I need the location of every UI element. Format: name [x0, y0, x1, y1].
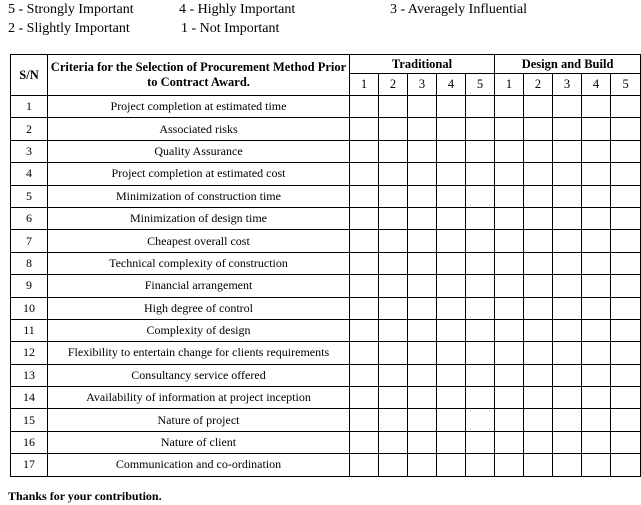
rating-cell-traditional-3[interactable]	[408, 96, 437, 118]
rating-cell-design-build-4[interactable]	[582, 230, 611, 252]
rating-cell-design-build-5[interactable]	[611, 319, 641, 341]
rating-cell-design-build-3[interactable]	[553, 342, 582, 364]
rating-table	[10, 54, 641, 477]
rating-cell-traditional-5[interactable]	[466, 342, 495, 364]
rating-cell-design-build-1[interactable]	[495, 297, 524, 319]
group-traditional-header: Traditional	[350, 55, 495, 74]
rating-cell-design-build-1[interactable]	[495, 96, 524, 118]
rating-cell-design-build-4[interactable]	[582, 96, 611, 118]
legend-item-3: 3 - Averagely Influential	[390, 2, 527, 17]
rating-cell-design-build-1[interactable]	[495, 230, 524, 252]
rating-cell-traditional-4[interactable]	[437, 387, 466, 409]
rating-cell-design-build-1[interactable]	[495, 252, 524, 274]
row-sn: 6	[11, 207, 48, 229]
row-criterion: Project completion at estimated time	[48, 96, 350, 118]
row-criterion: Minimization of design time	[48, 207, 350, 229]
row-criterion: Minimization of construction time	[48, 185, 350, 207]
row-criterion: Nature of project	[48, 409, 350, 431]
rating-cell-traditional-1[interactable]	[350, 252, 379, 274]
rating-cell-traditional-1[interactable]	[350, 431, 379, 453]
rating-cell-traditional-4[interactable]	[437, 96, 466, 118]
table-row	[11, 297, 641, 319]
rating-cell-design-build-3[interactable]	[553, 454, 582, 476]
rating-cell-traditional-4[interactable]	[437, 118, 466, 140]
rating-cell-design-build-1[interactable]	[495, 163, 524, 185]
rating-cell-traditional-1[interactable]	[350, 140, 379, 162]
rating-cell-traditional-1[interactable]	[350, 454, 379, 476]
rating-cell-traditional-5[interactable]	[466, 319, 495, 341]
rating-cell-traditional-3[interactable]	[408, 163, 437, 185]
rating-cell-design-build-3[interactable]	[553, 319, 582, 341]
rating-cell-traditional-1[interactable]	[350, 364, 379, 386]
table-header-row	[11, 55, 641, 74]
rating-cell-design-build-1[interactable]	[495, 364, 524, 386]
rating-cell-traditional-1[interactable]	[350, 409, 379, 431]
rating-cell-traditional-2[interactable]	[379, 454, 408, 476]
rating-cell-design-build-1[interactable]	[495, 431, 524, 453]
rating-cell-design-build-3[interactable]	[553, 118, 582, 140]
rating-cell-design-build-2[interactable]	[524, 319, 553, 341]
rating-cell-design-build-3[interactable]	[553, 364, 582, 386]
rating-cell-design-build-2[interactable]	[524, 297, 553, 319]
rating-cell-design-build-5[interactable]	[611, 297, 641, 319]
row-criterion: Flexibility to entertain change for clients requirements	[48, 342, 350, 364]
rating-cell-traditional-2[interactable]	[379, 163, 408, 185]
row-sn: 12	[11, 342, 48, 364]
rating-cell-design-build-2[interactable]	[524, 118, 553, 140]
rating-cell-design-build-5[interactable]	[611, 140, 641, 162]
rating-cell-traditional-4[interactable]	[437, 140, 466, 162]
rating-cell-design-build-5[interactable]	[611, 207, 641, 229]
row-sn: 2	[11, 118, 48, 140]
rating-cell-traditional-4[interactable]	[437, 207, 466, 229]
rating-cell-traditional-3[interactable]	[408, 140, 437, 162]
rating-cell-traditional-5[interactable]	[466, 118, 495, 140]
rating-cell-design-build-4[interactable]	[582, 275, 611, 297]
rating-cell-traditional-4[interactable]	[437, 185, 466, 207]
rating-cell-traditional-5[interactable]	[466, 207, 495, 229]
legend-item-1: 1 - Not Important	[181, 21, 280, 36]
rating-cell-traditional-2[interactable]	[379, 252, 408, 274]
table-row	[11, 185, 641, 207]
table-row	[11, 342, 641, 364]
rating-cell-traditional-2[interactable]	[379, 140, 408, 162]
rating-cell-traditional-1[interactable]	[350, 342, 379, 364]
rating-cell-traditional-5[interactable]	[466, 431, 495, 453]
rating-cell-design-build-2[interactable]	[524, 96, 553, 118]
rating-cell-design-build-5[interactable]	[611, 185, 641, 207]
rating-cell-traditional-5[interactable]	[466, 185, 495, 207]
row-criterion: Associated risks	[48, 118, 350, 140]
rating-cell-design-build-2[interactable]	[524, 431, 553, 453]
rating-cell-traditional-3[interactable]	[408, 409, 437, 431]
scale-header-traditional-2: 2	[379, 74, 408, 96]
rating-cell-traditional-5[interactable]	[466, 454, 495, 476]
legend-item-5: 5 - Strongly Important	[8, 2, 134, 17]
row-criterion: Nature of client	[48, 431, 350, 453]
row-criterion: Project completion at estimated cost	[48, 163, 350, 185]
table-row	[11, 364, 641, 386]
table-row	[11, 252, 641, 274]
rating-cell-design-build-5[interactable]	[611, 96, 641, 118]
table-row	[11, 163, 641, 185]
rating-cell-design-build-4[interactable]	[582, 207, 611, 229]
table-body	[11, 96, 641, 477]
rating-cell-traditional-1[interactable]	[350, 387, 379, 409]
rating-cell-traditional-1[interactable]	[350, 163, 379, 185]
rating-cell-traditional-1[interactable]	[350, 319, 379, 341]
rating-cell-traditional-5[interactable]	[466, 163, 495, 185]
scale-header-design-build-1: 1	[495, 74, 524, 96]
rating-cell-traditional-5[interactable]	[466, 387, 495, 409]
rating-cell-design-build-1[interactable]	[495, 185, 524, 207]
rating-cell-design-build-5[interactable]	[611, 409, 641, 431]
rating-cell-traditional-2[interactable]	[379, 297, 408, 319]
rating-cell-design-build-5[interactable]	[611, 252, 641, 274]
rating-cell-traditional-1[interactable]	[350, 207, 379, 229]
scale-header-design-build-2: 2	[524, 74, 553, 96]
rating-cell-design-build-1[interactable]	[495, 454, 524, 476]
rating-cell-traditional-2[interactable]	[379, 118, 408, 140]
rating-cell-traditional-5[interactable]	[466, 140, 495, 162]
row-criterion: Financial arrangement	[48, 275, 350, 297]
rating-cell-traditional-3[interactable]	[408, 252, 437, 274]
table-row	[11, 140, 641, 162]
scale-header-traditional-3: 3	[408, 74, 437, 96]
table-row	[11, 319, 641, 341]
rating-cell-design-build-4[interactable]	[582, 387, 611, 409]
scale-header-traditional-5: 5	[466, 74, 495, 96]
rating-cell-design-build-4[interactable]	[582, 185, 611, 207]
rating-cell-design-build-4[interactable]	[582, 163, 611, 185]
scale-header-design-build-4: 4	[582, 74, 611, 96]
rating-cell-design-build-5[interactable]	[611, 118, 641, 140]
rating-cell-design-build-5[interactable]	[611, 387, 641, 409]
rating-cell-traditional-3[interactable]	[408, 431, 437, 453]
rating-cell-design-build-2[interactable]	[524, 252, 553, 274]
rating-cell-design-build-1[interactable]	[495, 409, 524, 431]
rating-cell-traditional-4[interactable]	[437, 252, 466, 274]
scale-header-traditional-1: 1	[350, 74, 379, 96]
row-criterion: Communication and co-ordination	[48, 454, 350, 476]
row-sn: 13	[11, 364, 48, 386]
row-criterion: Cheapest overall cost	[48, 230, 350, 252]
rating-cell-design-build-1[interactable]	[495, 319, 524, 341]
rating-cell-design-build-3[interactable]	[553, 163, 582, 185]
rating-cell-traditional-3[interactable]	[408, 454, 437, 476]
row-sn: 16	[11, 431, 48, 453]
rating-cell-traditional-2[interactable]	[379, 387, 408, 409]
rating-cell-design-build-4[interactable]	[582, 118, 611, 140]
row-sn: 9	[11, 275, 48, 297]
rating-cell-design-build-3[interactable]	[553, 252, 582, 274]
rating-cell-traditional-1[interactable]	[350, 185, 379, 207]
rating-cell-design-build-3[interactable]	[553, 431, 582, 453]
table-row	[11, 387, 641, 409]
rating-cell-design-build-3[interactable]	[553, 96, 582, 118]
rating-cell-traditional-2[interactable]	[379, 431, 408, 453]
row-sn: 10	[11, 297, 48, 319]
row-sn: 4	[11, 163, 48, 185]
rating-legend	[8, 2, 628, 38]
rating-cell-traditional-2[interactable]	[379, 409, 408, 431]
rating-cell-design-build-5[interactable]	[611, 431, 641, 453]
rating-cell-design-build-2[interactable]	[524, 364, 553, 386]
rating-cell-design-build-1[interactable]	[495, 207, 524, 229]
rating-cell-traditional-4[interactable]	[437, 319, 466, 341]
rating-cell-design-build-3[interactable]	[553, 297, 582, 319]
row-sn: 5	[11, 185, 48, 207]
rating-cell-traditional-4[interactable]	[437, 275, 466, 297]
table-row	[11, 118, 641, 140]
rating-cell-design-build-5[interactable]	[611, 275, 641, 297]
rating-cell-traditional-3[interactable]	[408, 230, 437, 252]
row-criterion: Quality Assurance	[48, 140, 350, 162]
table-row	[11, 275, 641, 297]
rating-cell-traditional-2[interactable]	[379, 319, 408, 341]
rating-cell-design-build-4[interactable]	[582, 319, 611, 341]
rating-cell-design-build-5[interactable]	[611, 163, 641, 185]
rating-cell-design-build-3[interactable]	[553, 275, 582, 297]
rating-cell-design-build-2[interactable]	[524, 185, 553, 207]
rating-cell-traditional-4[interactable]	[437, 409, 466, 431]
rating-cell-design-build-2[interactable]	[524, 275, 553, 297]
rating-cell-traditional-4[interactable]	[437, 364, 466, 386]
rating-cell-design-build-1[interactable]	[495, 140, 524, 162]
rating-cell-design-build-2[interactable]	[524, 140, 553, 162]
rating-cell-traditional-2[interactable]	[379, 275, 408, 297]
rating-cell-traditional-4[interactable]	[437, 163, 466, 185]
rating-cell-design-build-2[interactable]	[524, 163, 553, 185]
scale-header-traditional-4: 4	[437, 74, 466, 96]
rating-cell-design-build-4[interactable]	[582, 342, 611, 364]
row-criterion: Complexity of design	[48, 319, 350, 341]
rating-cell-design-build-1[interactable]	[495, 387, 524, 409]
rating-cell-traditional-5[interactable]	[466, 230, 495, 252]
rating-cell-design-build-4[interactable]	[582, 140, 611, 162]
rating-cell-traditional-2[interactable]	[379, 185, 408, 207]
rating-cell-traditional-3[interactable]	[408, 118, 437, 140]
rating-cell-traditional-5[interactable]	[466, 409, 495, 431]
rating-cell-traditional-1[interactable]	[350, 275, 379, 297]
thanks-note: Thanks for your contribution.	[8, 489, 162, 503]
rating-cell-design-build-3[interactable]	[553, 387, 582, 409]
rating-cell-traditional-1[interactable]	[350, 118, 379, 140]
rating-cell-traditional-3[interactable]	[408, 364, 437, 386]
row-sn: 3	[11, 140, 48, 162]
rating-cell-traditional-3[interactable]	[408, 207, 437, 229]
rating-cell-traditional-3[interactable]	[408, 275, 437, 297]
rating-cell-design-build-5[interactable]	[611, 364, 641, 386]
rating-cell-traditional-4[interactable]	[437, 230, 466, 252]
rating-cell-design-build-5[interactable]	[611, 342, 641, 364]
rating-cell-design-build-2[interactable]	[524, 387, 553, 409]
rating-cell-design-build-3[interactable]	[553, 207, 582, 229]
rating-cell-traditional-2[interactable]	[379, 342, 408, 364]
rating-cell-design-build-4[interactable]	[582, 364, 611, 386]
table-row	[11, 409, 641, 431]
row-sn: 17	[11, 454, 48, 476]
rating-cell-traditional-4[interactable]	[437, 297, 466, 319]
rating-cell-design-build-4[interactable]	[582, 297, 611, 319]
table-row	[11, 431, 641, 453]
group-design-build-header: Design and Build	[495, 55, 641, 74]
rating-cell-design-build-4[interactable]	[582, 431, 611, 453]
row-criterion: Availability of information at project inception	[48, 387, 350, 409]
rating-cell-design-build-3[interactable]	[553, 140, 582, 162]
rating-cell-design-build-2[interactable]	[524, 454, 553, 476]
rating-cell-traditional-1[interactable]	[350, 297, 379, 319]
row-sn: 1	[11, 96, 48, 118]
rating-cell-design-build-2[interactable]	[524, 342, 553, 364]
rating-cell-design-build-5[interactable]	[611, 230, 641, 252]
rating-cell-traditional-2[interactable]	[379, 207, 408, 229]
legend-item-4: 4 - Highly Important	[179, 2, 296, 17]
table-row	[11, 96, 641, 118]
rating-cell-traditional-5[interactable]	[466, 275, 495, 297]
rating-cell-design-build-1[interactable]	[495, 118, 524, 140]
rating-cell-design-build-3[interactable]	[553, 230, 582, 252]
row-sn: 14	[11, 387, 48, 409]
row-sn: 8	[11, 252, 48, 274]
rating-cell-traditional-3[interactable]	[408, 342, 437, 364]
scale-header-design-build-3: 3	[553, 74, 582, 96]
rating-cell-design-build-1[interactable]	[495, 275, 524, 297]
rating-cell-traditional-2[interactable]	[379, 230, 408, 252]
criteria-header: Criteria for the Selection of Procurement Method Prior to Contract Award.	[48, 55, 350, 96]
row-criterion: Consultancy service offered	[48, 364, 350, 386]
rating-cell-design-build-2[interactable]	[524, 230, 553, 252]
table-row	[11, 207, 641, 229]
rating-cell-traditional-4[interactable]	[437, 454, 466, 476]
rating-cell-traditional-5[interactable]	[466, 297, 495, 319]
rating-cell-traditional-3[interactable]	[408, 387, 437, 409]
rating-cell-design-build-4[interactable]	[582, 454, 611, 476]
rating-cell-traditional-4[interactable]	[437, 431, 466, 453]
table-row	[11, 230, 641, 252]
rating-cell-traditional-5[interactable]	[466, 364, 495, 386]
rating-cell-traditional-3[interactable]	[408, 319, 437, 341]
rating-cell-traditional-3[interactable]	[408, 185, 437, 207]
rating-cell-traditional-5[interactable]	[466, 252, 495, 274]
row-sn: 7	[11, 230, 48, 252]
rating-cell-design-build-3[interactable]	[553, 185, 582, 207]
sn-header: S/N	[11, 55, 48, 96]
rating-cell-design-build-5[interactable]	[611, 454, 641, 476]
rating-cell-traditional-4[interactable]	[437, 342, 466, 364]
row-sn: 15	[11, 409, 48, 431]
rating-cell-design-build-3[interactable]	[553, 409, 582, 431]
table-row	[11, 454, 641, 476]
legend-item-2: 2 - Slightly Important	[8, 21, 130, 36]
rating-cell-traditional-1[interactable]	[350, 230, 379, 252]
rating-cell-traditional-2[interactable]	[379, 364, 408, 386]
rating-cell-design-build-4[interactable]	[582, 252, 611, 274]
rating-cell-traditional-3[interactable]	[408, 297, 437, 319]
rating-cell-traditional-1[interactable]	[350, 96, 379, 118]
rating-cell-traditional-2[interactable]	[379, 96, 408, 118]
rating-cell-design-build-2[interactable]	[524, 207, 553, 229]
rating-cell-design-build-1[interactable]	[495, 342, 524, 364]
row-sn: 11	[11, 319, 48, 341]
row-criterion: Technical complexity of construction	[48, 252, 350, 274]
rating-cell-traditional-5[interactable]	[466, 96, 495, 118]
rating-cell-design-build-4[interactable]	[582, 409, 611, 431]
scale-header-design-build-5: 5	[611, 74, 641, 96]
row-criterion: High degree of control	[48, 297, 350, 319]
rating-cell-design-build-2[interactable]	[524, 409, 553, 431]
